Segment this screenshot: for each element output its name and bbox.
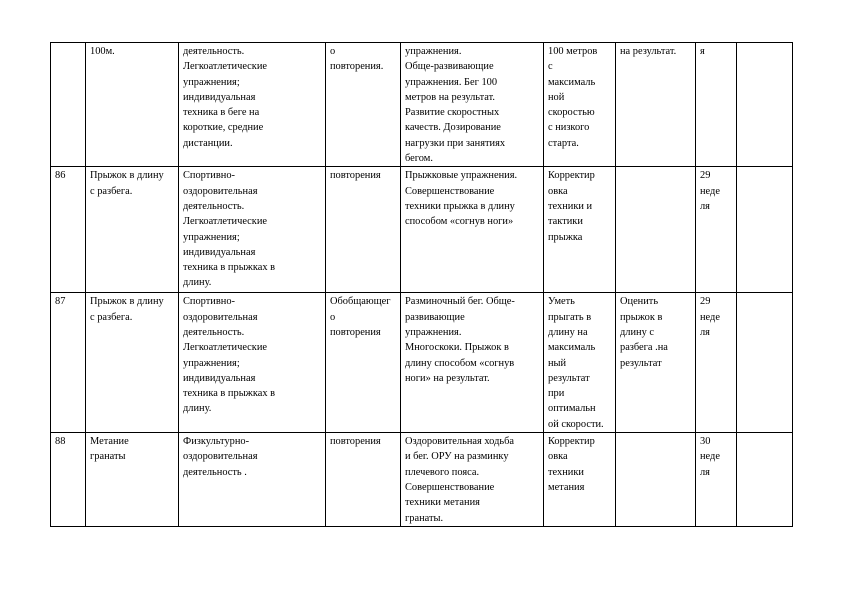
lesson-topic-cell: Прыжок в длину с разбега. — [86, 293, 179, 433]
table-row — [51, 433, 793, 527]
lesson-type-cell: о повторения. — [326, 43, 401, 167]
week-cell: 30 неде ля — [696, 433, 737, 527]
control-cell: на результат. — [616, 43, 696, 167]
table-row — [51, 293, 793, 433]
lesson-number-cell: 88 — [51, 433, 86, 527]
lesson-type-cell: повторения — [326, 167, 401, 293]
lesson-type-cell: повторения — [326, 433, 401, 527]
control-cell: Оценить прыжок в длину с разбега .на результат — [616, 293, 696, 433]
activity-type-cell: деятельность. Легкоатлетические упражнения; индивидуальная техника в беге на короткие, средние дистанции. — [179, 43, 326, 167]
lesson-topic-cell: 100м. — [86, 43, 179, 167]
control-cell — [616, 433, 696, 527]
lesson-content-cell: Разминочный бег. Обще- развивающие упражнения. Многоскоки. Прыжок в длину способом «согнув ноги» на результат. — [401, 293, 544, 433]
requirements-cell: 100 метров с максималь ной скоростью с низкого старта. — [544, 43, 616, 167]
requirements-cell: Уметь прыгать в длину на максималь ный результат при оптимальн ой скорости. — [544, 293, 616, 433]
lesson-content-cell: упражнения. Обще-развивающие упражнения. Бег 100 метров на результат. Развитие скоростных качеств. Дозирование нагрузки при занятиях бегом. — [401, 43, 544, 167]
extra-cell — [737, 293, 793, 433]
week-cell: 29 неде ля — [696, 167, 737, 293]
lesson-type-cell: Обобщающег о повторения — [326, 293, 401, 433]
lesson-number-cell: 87 — [51, 293, 86, 433]
lesson-topic-cell: Метание гранаты — [86, 433, 179, 527]
lesson-plan-table — [50, 42, 793, 527]
control-cell — [616, 167, 696, 293]
week-cell: 29 неде ля — [696, 293, 737, 433]
extra-cell — [737, 167, 793, 293]
extra-cell — [737, 43, 793, 167]
requirements-cell: Корректир овка техники метания — [544, 433, 616, 527]
lesson-content-cell: Оздоровительная ходьба и бег. ОРУ на разминку плечевого пояса. Совершенствование техники метания гранаты. — [401, 433, 544, 527]
extra-cell — [737, 433, 793, 527]
week-cell: я — [696, 43, 737, 167]
requirements-cell: Корректир овка техники и тактики прыжка — [544, 167, 616, 293]
lesson-topic-cell: Прыжок в длину с разбега. — [86, 167, 179, 293]
lesson-number-cell — [51, 43, 86, 167]
activity-type-cell: Спортивно- оздоровительная деятельность. Легкоатлетические упражнения; индивидуальная техника в прыжках в длину. — [179, 293, 326, 433]
table-row — [51, 167, 793, 293]
lesson-number-cell: 86 — [51, 167, 86, 293]
lesson-content-cell: Прыжковые упражнения. Совершенствование техники прыжка в длину способом «согнув ноги» — [401, 167, 544, 293]
activity-type-cell: Спортивно- оздоровительная деятельность. Легкоатлетические упражнения; индивидуальная техника в прыжках в длину. — [179, 167, 326, 293]
table-row — [51, 43, 793, 167]
activity-type-cell: Физкультурно- оздоровительная деятельность . — [179, 433, 326, 527]
